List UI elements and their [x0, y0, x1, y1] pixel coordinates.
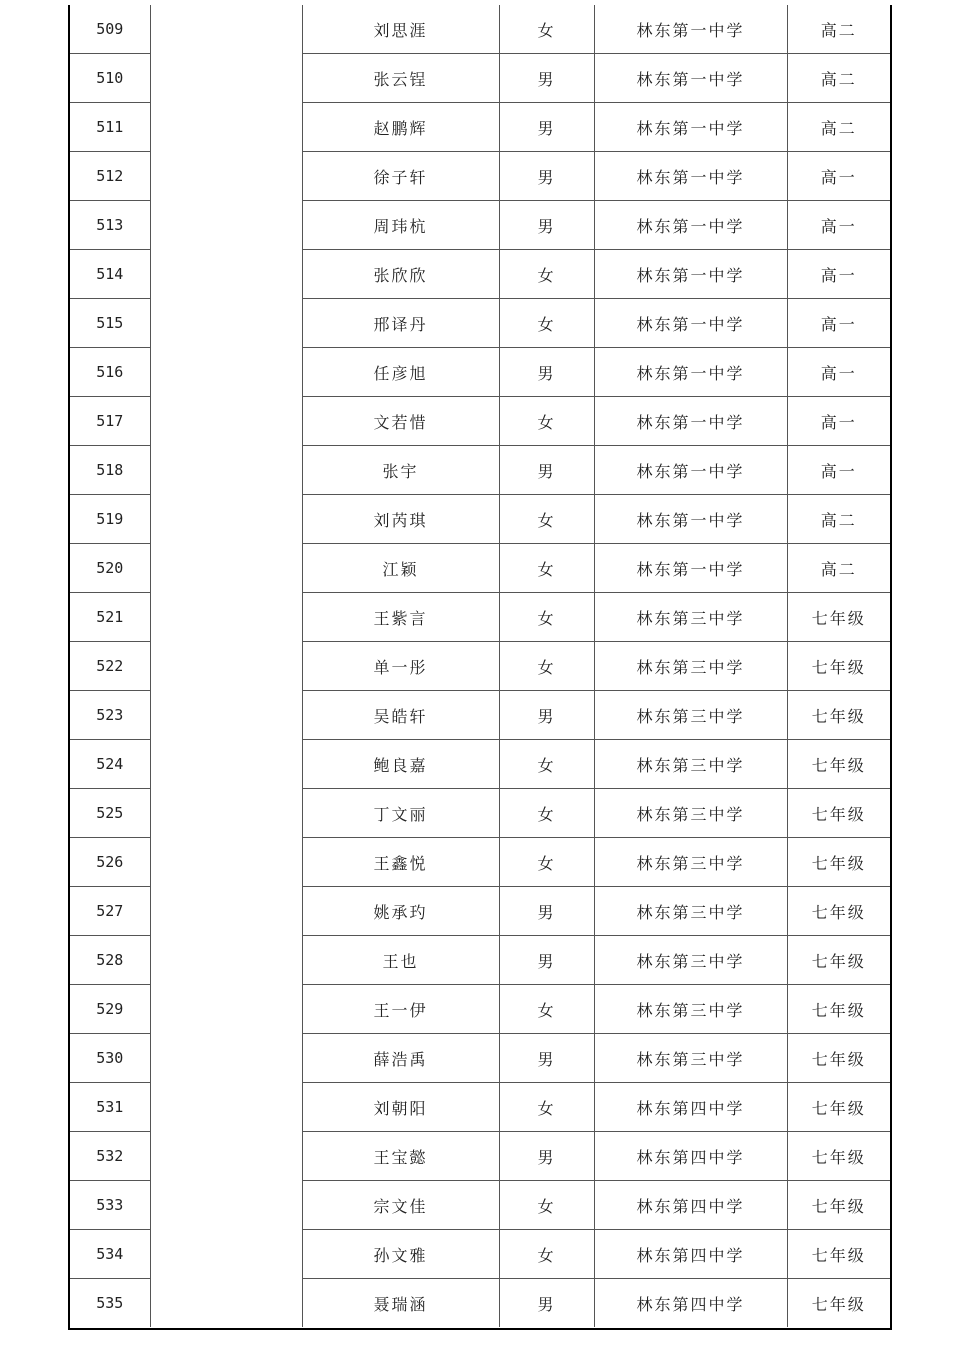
roster-table-body: [70, 5, 890, 1327]
cell-school: 林东第一中学: [594, 250, 787, 299]
cell-group-blank: [150, 936, 302, 985]
cell-name: 单一彤: [302, 642, 499, 691]
cell-group-blank: [150, 985, 302, 1034]
cell-gender: 女: [499, 299, 594, 348]
cell-grade: 七年级: [787, 1279, 890, 1328]
cell-gender: 男: [499, 446, 594, 495]
cell-grade: 七年级: [787, 936, 890, 985]
table-row: [70, 544, 890, 593]
cell-school: 林东第三中学: [594, 642, 787, 691]
table-row: [70, 1279, 890, 1328]
table-row: [70, 1083, 890, 1132]
table-row: [70, 642, 890, 691]
cell-group-blank: [150, 887, 302, 936]
cell-gender: 女: [499, 544, 594, 593]
cell-number: 530: [70, 1034, 150, 1083]
cell-gender: 男: [499, 201, 594, 250]
cell-grade: 七年级: [787, 593, 890, 642]
cell-gender: 男: [499, 1279, 594, 1328]
table-row: [70, 691, 890, 740]
cell-name: 邢译丹: [302, 299, 499, 348]
cell-name: 江颖: [302, 544, 499, 593]
cell-gender: 女: [499, 1083, 594, 1132]
cell-group-blank: [150, 1230, 302, 1279]
cell-grade: 七年级: [787, 740, 890, 789]
cell-group-blank: [150, 593, 302, 642]
cell-name: 吴皓轩: [302, 691, 499, 740]
cell-grade: 高二: [787, 495, 890, 544]
cell-number: 526: [70, 838, 150, 887]
table-row: [70, 348, 890, 397]
cell-name: 王宝懿: [302, 1132, 499, 1181]
cell-grade: 七年级: [787, 691, 890, 740]
cell-gender: 女: [499, 250, 594, 299]
cell-grade: 七年级: [787, 1132, 890, 1181]
cell-number: 528: [70, 936, 150, 985]
cell-gender: 女: [499, 593, 594, 642]
cell-name: 刘朝阳: [302, 1083, 499, 1132]
cell-number: 514: [70, 250, 150, 299]
cell-school: 林东第四中学: [594, 1132, 787, 1181]
cell-school: 林东第四中学: [594, 1279, 787, 1328]
cell-grade: 高一: [787, 152, 890, 201]
cell-gender: 女: [499, 397, 594, 446]
cell-number: 527: [70, 887, 150, 936]
cell-group-blank: [150, 1279, 302, 1328]
cell-school: 林东第一中学: [594, 348, 787, 397]
cell-name: 王也: [302, 936, 499, 985]
cell-school: 林东第三中学: [594, 936, 787, 985]
cell-gender: 男: [499, 1132, 594, 1181]
cell-number: 519: [70, 495, 150, 544]
cell-gender: 女: [499, 789, 594, 838]
cell-group-blank: [150, 495, 302, 544]
table-row: [70, 152, 890, 201]
cell-school: 林东第四中学: [594, 1230, 787, 1279]
cell-gender: 女: [499, 1230, 594, 1279]
cell-group-blank: [150, 103, 302, 152]
cell-number: 510: [70, 54, 150, 103]
cell-name: 周玮杭: [302, 201, 499, 250]
table-row: [70, 1181, 890, 1230]
cell-grade: 七年级: [787, 1181, 890, 1230]
cell-number: 520: [70, 544, 150, 593]
cell-number: 518: [70, 446, 150, 495]
cell-number: 517: [70, 397, 150, 446]
cell-grade: 七年级: [787, 985, 890, 1034]
table-row: [70, 1230, 890, 1279]
cell-number: 534: [70, 1230, 150, 1279]
cell-school: 林东第三中学: [594, 740, 787, 789]
cell-grade: 七年级: [787, 1034, 890, 1083]
cell-school: 林东第三中学: [594, 593, 787, 642]
cell-number: 509: [70, 5, 150, 54]
table-row: [70, 201, 890, 250]
cell-gender: 男: [499, 152, 594, 201]
cell-group-blank: [150, 789, 302, 838]
cell-grade: 七年级: [787, 838, 890, 887]
cell-name: 鲍良嘉: [302, 740, 499, 789]
cell-name: 刘思涯: [302, 5, 499, 54]
cell-school: 林东第三中学: [594, 691, 787, 740]
cell-school: 林东第四中学: [594, 1181, 787, 1230]
cell-school: 林东第一中学: [594, 54, 787, 103]
cell-number: 515: [70, 299, 150, 348]
cell-school: 林东第一中学: [594, 299, 787, 348]
cell-grade: 高二: [820, 20, 857, 40]
cell-gender: 女: [499, 5, 594, 54]
table-row: [70, 838, 890, 887]
cell-gender: 男: [499, 887, 594, 936]
cell-name: 文若惜: [302, 397, 499, 446]
cell-name: 王鑫悦: [302, 838, 499, 887]
cell-school: 林东第一中学: [594, 152, 787, 201]
cell-grade: 高一: [787, 348, 890, 397]
table-row: [70, 495, 890, 544]
cell-group-blank: [150, 544, 302, 593]
table-row: [70, 985, 890, 1034]
table-row: [70, 250, 890, 299]
cell-number: 524: [70, 740, 150, 789]
cell-grade: 高一: [787, 250, 890, 299]
cell-name: 张欣欣: [302, 250, 499, 299]
cell-group-blank: [150, 1083, 302, 1132]
cell-number: 512: [70, 152, 150, 201]
cell-name: 徐子轩: [302, 152, 499, 201]
cell-number: 535: [70, 1279, 150, 1328]
cell-school: 林东第一中学: [594, 103, 787, 152]
cell-name: 赵鹏辉: [302, 103, 499, 152]
cell-group-blank: [150, 1181, 302, 1230]
cell-gender: 女: [499, 642, 594, 691]
cell-gender: 女: [499, 985, 594, 1034]
cell-group-blank: [150, 348, 302, 397]
cell-group-blank: [150, 1034, 302, 1083]
cell-gender: 男: [499, 936, 594, 985]
cell-grade: 高一: [787, 299, 890, 348]
cell-grade: 七年级: [787, 1230, 890, 1279]
cell-group-blank: [150, 397, 302, 446]
cell-group-blank: [150, 201, 302, 250]
cell-school: 林东第三中学: [594, 789, 787, 838]
cell-gender: 女: [499, 495, 594, 544]
cell-group-blank: [150, 691, 302, 740]
table-row: [70, 397, 890, 446]
table-row: [70, 740, 890, 789]
cell-number: 523: [70, 691, 150, 740]
cell-name: 刘芮琪: [302, 495, 499, 544]
cell-group-blank: [150, 740, 302, 789]
cell-grade: 高一: [787, 201, 890, 250]
cell-gender: 女: [499, 740, 594, 789]
cell-school: 林东第一中学: [594, 495, 787, 544]
roster-table: [70, 5, 890, 1327]
cell-grade: 高一: [787, 397, 890, 446]
table-row: [70, 1132, 890, 1181]
cell-name: 薛浩禹: [302, 1034, 499, 1083]
cell-name: 孙文雅: [302, 1230, 499, 1279]
cell-name: 任彦旭: [302, 348, 499, 397]
cell-name: 丁文丽: [302, 789, 499, 838]
table-row: [70, 446, 890, 495]
cell-group-blank: [150, 299, 302, 348]
cell-grade: 高二: [787, 103, 890, 152]
cell-group-blank: [150, 250, 302, 299]
cell-school: 林东第三中学: [594, 985, 787, 1034]
cell-gender: 男: [499, 103, 594, 152]
cell-gender: 男: [499, 1034, 594, 1083]
cell-number: 511: [70, 103, 150, 152]
cell-group-blank: [150, 446, 302, 495]
table-row: [70, 299, 890, 348]
roster-table-frame: [68, 5, 892, 1330]
cell-number: 521: [70, 593, 150, 642]
cell-number: 532: [70, 1132, 150, 1181]
cell-school: 林东第一中学: [594, 397, 787, 446]
cell-number: 533: [70, 1181, 150, 1230]
cell-number: 516: [70, 348, 150, 397]
cell-grade: 七年级: [787, 642, 890, 691]
cell-number: 513: [70, 201, 150, 250]
cell-name: 王紫言: [302, 593, 499, 642]
cell-grade: 高一: [787, 446, 890, 495]
cell-group-blank: [150, 642, 302, 691]
cell-school: 林东第四中学: [594, 1083, 787, 1132]
cell-name: 张云锃: [302, 54, 499, 103]
table-row: [70, 54, 890, 103]
cell-school: 林东第三中学: [594, 1034, 787, 1083]
cell-group-blank: [150, 152, 302, 201]
cell-number: 522: [70, 642, 150, 691]
cell-grade: 高二: [787, 54, 890, 103]
table-row: [70, 5, 890, 54]
table-row: [70, 887, 890, 936]
cell-grade: 七年级: [787, 1083, 890, 1132]
cell-school: 林东第三中学: [594, 838, 787, 887]
cell-school: 林东第一中学: [594, 5, 787, 54]
cell-school: 林东第一中学: [594, 201, 787, 250]
cell-number: 531: [70, 1083, 150, 1132]
cell-group-blank: [150, 54, 302, 103]
cell-group-blank: [150, 838, 302, 887]
cell-name: 王一伊: [302, 985, 499, 1034]
cell-group-blank: [150, 1132, 302, 1181]
cell-name: 姚承玓: [302, 887, 499, 936]
table-row: [70, 936, 890, 985]
cell-gender: 女: [499, 1181, 594, 1230]
cell-name: 聂瑞涵: [302, 1279, 499, 1328]
cell-number: 525: [70, 789, 150, 838]
cell-school: 林东第一中学: [594, 446, 787, 495]
cell-name: 张宇: [302, 446, 499, 495]
cell-school: 林东第三中学: [594, 887, 787, 936]
table-row: [70, 1034, 890, 1083]
cell-group-blank: [150, 5, 302, 54]
cell-grade: 七年级: [787, 887, 890, 936]
cell-school: 林东第一中学: [594, 544, 787, 593]
cell-gender: 男: [499, 54, 594, 103]
table-row: [70, 593, 890, 642]
cell-gender: 男: [499, 691, 594, 740]
cell-name: 宗文佳: [302, 1181, 499, 1230]
cell-number: 529: [70, 985, 150, 1034]
cell-gender: 女: [499, 838, 594, 887]
cell-gender: 男: [499, 348, 594, 397]
cell-grade: 高二: [787, 544, 890, 593]
table-row: [70, 103, 890, 152]
cell-grade: 七年级: [787, 789, 890, 838]
table-row: [70, 789, 890, 838]
